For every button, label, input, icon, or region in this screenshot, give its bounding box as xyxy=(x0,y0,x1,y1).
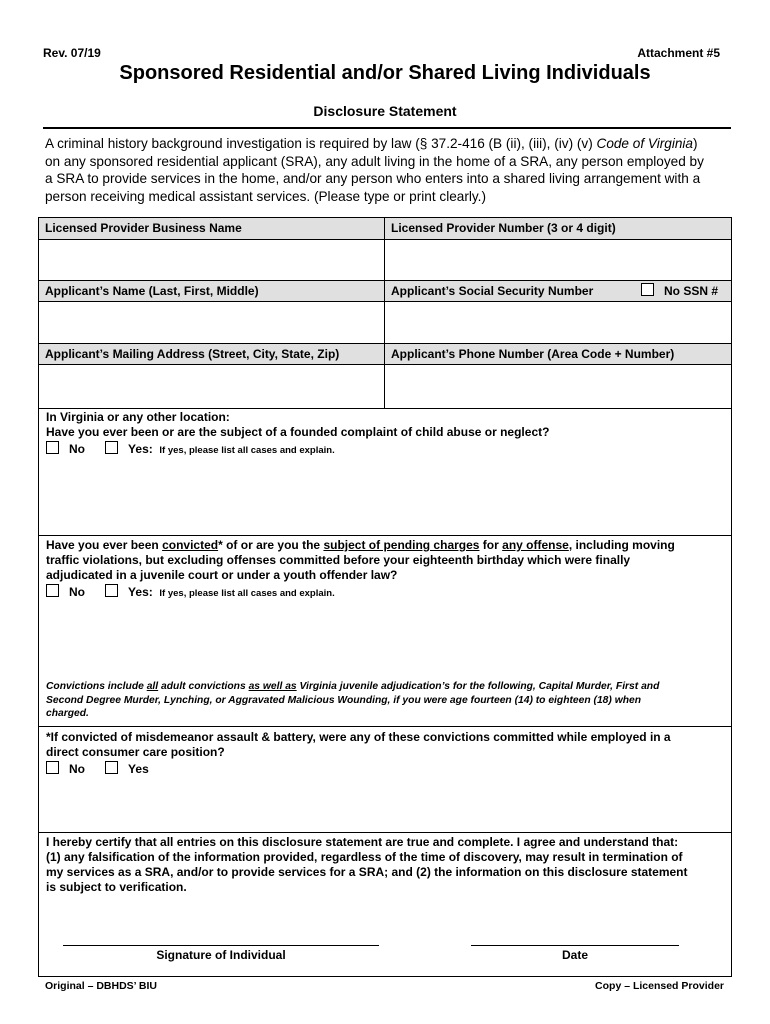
q1-hint: If yes, please list all cases and explain. xyxy=(159,445,335,456)
column-divider xyxy=(384,218,385,408)
footer-copy: Copy – Licensed Provider xyxy=(595,980,724,992)
divider xyxy=(38,408,732,409)
applicant-name-field[interactable] xyxy=(39,302,384,342)
signature-field[interactable] xyxy=(63,905,379,945)
footer-original: Original – DBHDS’ BIU xyxy=(45,980,158,992)
provider-name-field[interactable] xyxy=(39,240,384,280)
applicant-ssn-field[interactable] xyxy=(385,302,731,342)
question-child-abuse xyxy=(46,410,549,440)
q2-hint: If yes, please list all cases and explain. xyxy=(159,588,335,599)
divider xyxy=(38,726,732,727)
q1-no-label: No xyxy=(69,442,86,456)
no-ssn-label: No SSN # xyxy=(664,284,719,298)
question-text-part: * of or are you the xyxy=(218,538,324,552)
provider-number-header: Licensed Provider Number (3 or 4 digit) xyxy=(385,218,731,239)
applicant-ssn-header xyxy=(385,281,731,301)
question-text: *If convicted of misdemeanor assault & battery, were any of these convictions committed while employed in a xyxy=(46,730,671,744)
note-text-part: Convictions include xyxy=(46,681,147,692)
question-text-part: , including moving xyxy=(568,538,675,552)
note-text-part: adult convictions xyxy=(158,681,249,692)
q1-yes-checkbox[interactable] xyxy=(105,441,118,454)
question-text-part: Have you ever been xyxy=(46,538,163,552)
certification-text: I hereby certify that all entries on this disclosure statement are true and complete. I agree and understand that: xyxy=(46,835,679,849)
note-text xyxy=(46,680,659,694)
date-field[interactable] xyxy=(471,905,679,945)
divider xyxy=(38,832,732,833)
date-line xyxy=(471,945,679,946)
q2-no-checkbox[interactable] xyxy=(46,584,59,597)
note-text: Second Degree Murder, Lynching, or Aggravated Malicious Wounding, if you were age fourteen (14) to eighteen (18) when xyxy=(46,694,642,706)
q1-no-checkbox[interactable] xyxy=(46,441,59,454)
applicant-name-header: Applicant’s Name (Last, First, Middle) xyxy=(39,281,384,301)
question2-options xyxy=(46,584,335,599)
certification-text: my services as a SRA, and/or to provide services for a SRA; and (2) the information on this disclosure statement xyxy=(46,865,688,879)
question-text-underlined: convicted xyxy=(162,538,219,552)
question-text-part: for xyxy=(479,538,503,552)
intro-line-2: on any sponsored residential applicant (SRA), any adult living in the home of a SRA, any person employed by xyxy=(45,153,704,169)
q1-explanation-field[interactable] xyxy=(39,458,731,534)
question1-options xyxy=(46,441,335,456)
q2-explanation-field[interactable] xyxy=(39,600,731,676)
question3-options xyxy=(46,761,149,776)
question-convictions xyxy=(46,538,675,583)
intro-line-3: a SRA to provide services in the home, and/or any person who enters into a shared living arrangement with a xyxy=(45,171,701,186)
q3-no-label: No xyxy=(69,762,86,776)
intro-code-reference: Code of Virginia xyxy=(596,136,693,151)
q2-no-label: No xyxy=(69,585,86,599)
question-text: traffic violations, but excluding offenses committed before your eighteenth birthday which were finally xyxy=(46,553,631,567)
intro-line-4: person receiving medical assistant services. (Please type or print clearly.) xyxy=(45,188,486,204)
q3-yes-checkbox[interactable] xyxy=(105,761,118,774)
q3-yes-label: Yes xyxy=(128,762,149,776)
question-text xyxy=(46,538,675,553)
question-text: direct consumer care position? xyxy=(46,745,225,759)
intro-text: ) xyxy=(692,136,698,151)
question-text-underlined: subject of pending charges xyxy=(323,538,480,552)
page-title: Sponsored Residential and/or Shared Living Individuals xyxy=(119,62,651,84)
mailing-address-header: Applicant’s Mailing Address (Street, City, State, Zip) xyxy=(39,344,384,364)
intro-paragraph xyxy=(45,135,735,205)
phone-number-field[interactable] xyxy=(385,365,731,408)
q2-yes-checkbox[interactable] xyxy=(105,584,118,597)
certification-statement xyxy=(46,835,688,895)
q3-no-checkbox[interactable] xyxy=(46,761,59,774)
mailing-address-field[interactable] xyxy=(39,365,384,408)
page-subtitle: Disclosure Statement xyxy=(313,103,457,119)
intro-line-1 xyxy=(45,135,735,153)
revision-label: Rev. 07/19 xyxy=(43,46,101,60)
phone-number-header: Applicant’s Phone Number (Area Code + Number) xyxy=(385,344,731,364)
no-ssn-checkbox[interactable] xyxy=(641,283,654,296)
question-text-underlined: any offense xyxy=(502,538,569,552)
title-divider xyxy=(43,127,731,129)
no-ssn-option xyxy=(641,281,718,301)
note-text: charged. xyxy=(46,708,89,719)
applicant-ssn-label: Applicant’s Social Security Number xyxy=(391,284,594,298)
question-text: adjudicated in a juvenile court or under a youth offender law? xyxy=(46,568,398,582)
q1-yes-label: Yes: xyxy=(128,442,153,456)
note-text-underlined: all xyxy=(146,681,159,692)
convictions-note xyxy=(46,680,659,721)
certification-text: is subject to verification. xyxy=(46,880,187,894)
note-text-underlined: as well as xyxy=(248,681,297,692)
provider-name-header: Licensed Provider Business Name xyxy=(39,218,384,239)
divider xyxy=(38,535,732,536)
signature-line xyxy=(63,945,379,946)
signature-label: Signature of Individual xyxy=(156,948,286,962)
provider-number-field[interactable] xyxy=(385,240,731,280)
question-text: Have you ever been or are the subject of a founded complaint of child abuse or neglect? xyxy=(46,425,550,439)
question-text: In Virginia or any other location: xyxy=(46,410,230,424)
question-misdemeanor xyxy=(46,730,671,760)
attachment-label: Attachment #5 xyxy=(637,46,720,60)
q2-yes-label: Yes: xyxy=(128,585,153,599)
certification-text: (1) any falsification of the information provided, regardless of the time of discovery, may result in termination of xyxy=(46,850,683,864)
note-text-part: Virginia juvenile adjudication’s for the following, Capital Murder, First and xyxy=(296,681,660,692)
date-label: Date xyxy=(561,948,588,962)
intro-text: A criminal history background investigation is required by law (§ 37.2-416 (B (ii), (iii), (iv) (v) xyxy=(45,136,597,151)
